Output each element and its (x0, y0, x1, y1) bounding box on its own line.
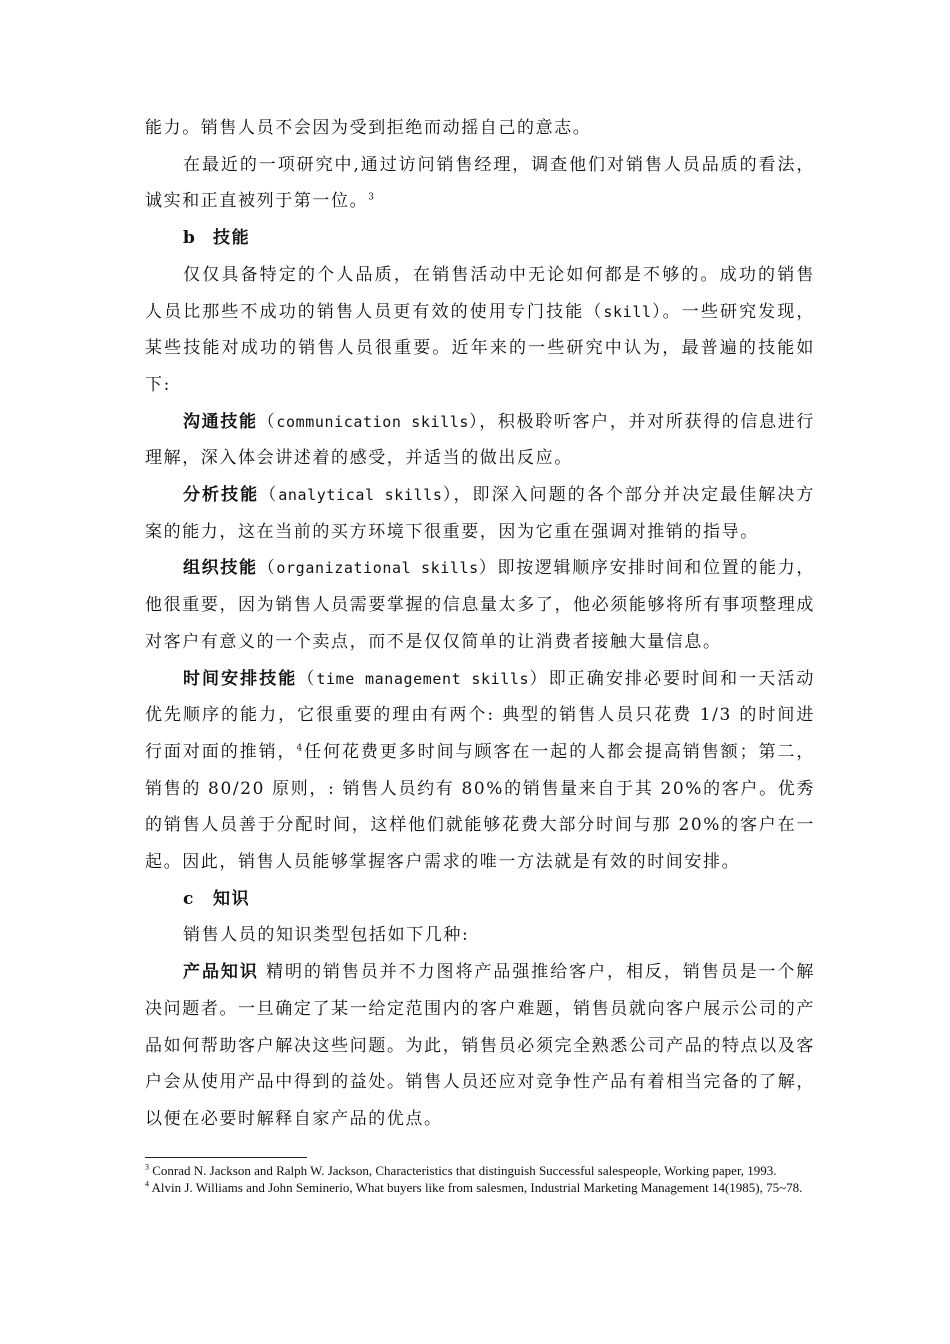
footnote-separator (145, 1157, 307, 1158)
english-term: skill (603, 302, 652, 321)
paragraph-text: 在最近的一项研究中,通过访问销售经理，调查他们对销售人员品质的看法，诚实和正直被列于第一位。 (145, 154, 815, 212)
footnote-ref-4[interactable]: 4 (296, 743, 304, 754)
paragraph-text: ）即按逻辑顺序安排时间和位置的能力，他很重要，因为销售人员需要掌握的信息量太多了，他必须能够将所有事项整理成对客户有意义的一个卖点，而不是仅仅简单的让消费者接触大量信息。 (145, 558, 815, 652)
bracket: （ (257, 411, 277, 432)
english-term: organizational skills (276, 559, 479, 578)
section-title: 技能 (213, 228, 251, 249)
footnote-text: Alvin J. Williams and John Seminerio, What buyers like from salesmen, Industrial Marketing Management 14(1985), 75~78. (149, 1180, 803, 1195)
paragraph-analytical-skills (145, 477, 815, 550)
document-body (145, 110, 815, 1138)
section-letter: c (183, 888, 195, 909)
paragraph-text: ）。一些研究发现，某些技能对成功的销售人员很重要。近年来的一些研究中认为，最普遍的技能如下: (145, 301, 815, 395)
footnote-ref-3[interactable]: 3 (368, 192, 376, 203)
paragraph-text: 能力。销售人员不会因为受到拒绝而动摇自己的意志。 (145, 118, 592, 138)
paragraph-skills-intro (145, 257, 815, 404)
footnote-mark: 4 (145, 1179, 149, 1189)
footnote-text: Conrad N. Jackson and Ralph W. Jackson, Characteristics that distinguish Successful salespeople, Working paper, 1993. (149, 1163, 777, 1178)
section-heading-skills (145, 220, 815, 257)
paragraph-text: ），积极聆听客户，并对所获得的信息进行理解，深入体会讲述着的感受，并适当的做出反应。 (145, 411, 816, 469)
term-title: 产品知识 (183, 962, 259, 983)
paragraph-text: 精明的销售员并不力图将产品强推给客户，相反，销售员是一个解决问题者。一旦确定了某一给定范围内的客户难题，销售员就向客户展示公司的产品如何帮助客户解决这些问题。为此，销售员必须完全熟悉公司产品的特点以及客户会从使用产品中得到的益处。销售人员还应对竞争性产品有着相当完备的了解，以便在必要时解释自家产品的优点。 (145, 962, 815, 1129)
term-title: 组织技能 (183, 558, 258, 579)
footnotes (145, 1162, 815, 1196)
paragraph-knowledge-intro (145, 917, 815, 954)
paragraph-time-management-skills (145, 661, 815, 881)
bracket: （ (297, 668, 317, 689)
paragraph-communication-skills (145, 404, 815, 477)
paragraph-survey (145, 147, 815, 220)
section-heading-knowledge (145, 881, 815, 918)
bracket: （ (259, 485, 279, 506)
term-title: 沟通技能 (183, 411, 258, 432)
paragraph-text: ），即深入问题的各个部分并决定最佳解决方案的能力，这在当前的买方环境下很重要，因为它重在强调对推销的指导。 (145, 485, 816, 542)
footnote-4 (145, 1179, 815, 1196)
english-term: time management skills (316, 669, 530, 688)
section-letter: b (183, 228, 197, 249)
english-term: communication skills (276, 412, 469, 431)
paragraph-willpower (145, 110, 815, 147)
footnote-3 (145, 1162, 815, 1179)
paragraph-text: ）即正确安排必要时间和一天活动优先顺序的能力，它很重要的理由有两个: 典型的销售人员只花费 1/3 的时间进行面对面的推销， (145, 668, 815, 762)
footnote-mark: 3 (145, 1162, 149, 1172)
paragraph-text: 仅仅具备特定的个人品质，在销售活动中无论如何都是不够的。成功的销售人员比那些不成功的销售人员更有效的使用专门技能（ (145, 264, 815, 322)
paragraph-text: 销售人员的知识类型包括如下几种: (183, 925, 470, 946)
paragraph-organizational-skills (145, 550, 815, 660)
english-term: analytical skills (278, 486, 443, 505)
paragraph-product-knowledge (145, 954, 815, 1138)
bracket: （ (257, 558, 277, 579)
paragraph-text: 任何花费更多时间与顾客在一起的人都会提高销售额；第二，销售的 80/20 原则，: 销售人员约有 80%的销售量来自于其 20%的客户。优秀的销售人员善于分配时间，这样他们就能够花费大部分时间与那 20%的客户在一起。因此，销售人员能够掌握客户需求的唯一方法就是有效的时间安排。 (145, 741, 815, 873)
term-title: 分析技能 (183, 485, 260, 506)
term-title: 时间安排技能 (183, 668, 298, 689)
section-title: 知识 (213, 888, 251, 909)
